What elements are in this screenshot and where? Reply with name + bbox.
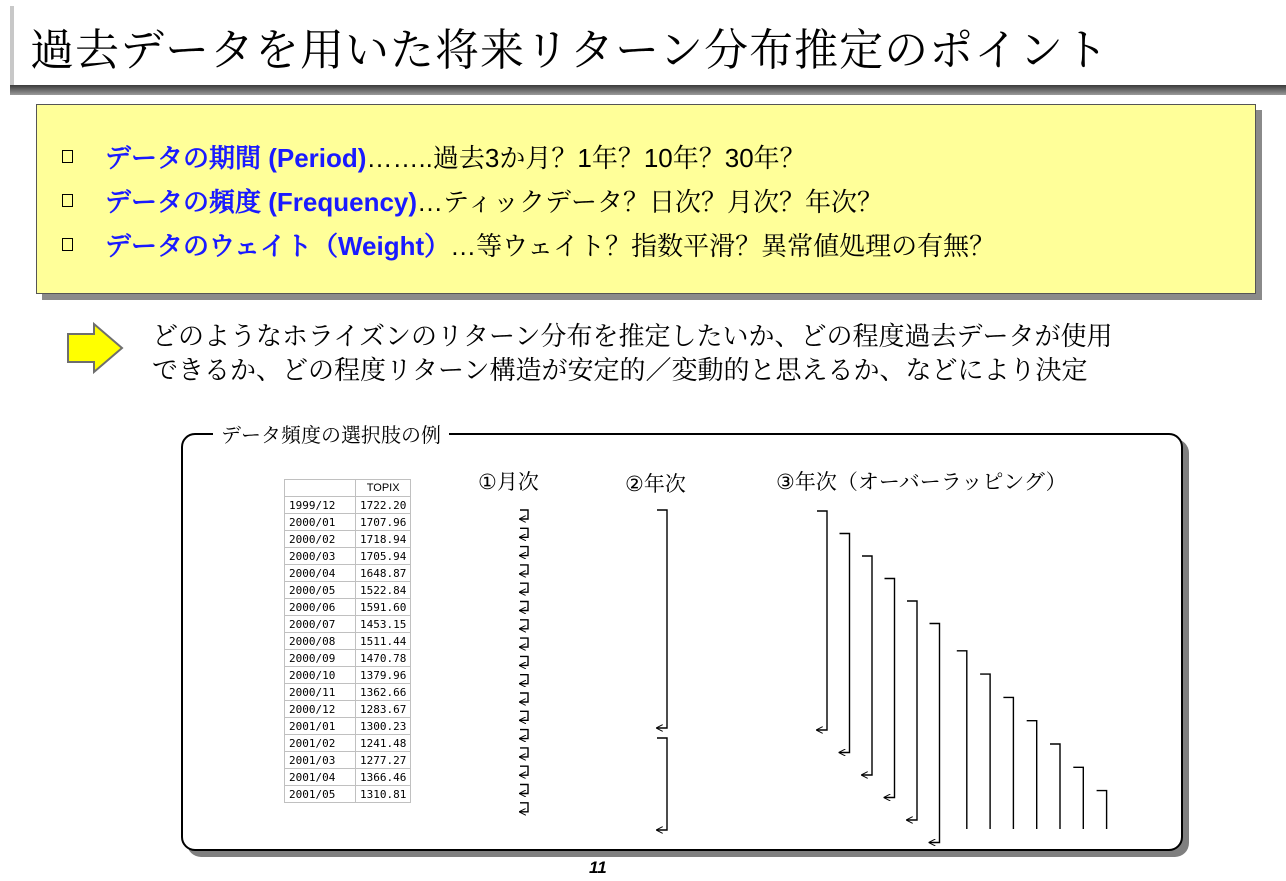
monthly-return-arrow (520, 620, 528, 629)
overlapping-return-arrow (1027, 721, 1037, 829)
date-cell: 2000/03 (285, 548, 356, 565)
monthly-return-arrow (520, 510, 528, 519)
value-cell: 1470.78 (356, 650, 411, 667)
date-cell: 2000/08 (285, 633, 356, 650)
overlapping-return-arrow (862, 556, 872, 775)
overlapping-return-arrow (817, 511, 827, 730)
value-cell: 1648.87 (356, 565, 411, 582)
bullet-value: …等ウェイト？指数平滑？異常値処理の有無？ (450, 230, 996, 261)
bullet-key: データの頻度 (Frequency) (105, 186, 418, 217)
overlapping-return-arrow (840, 534, 850, 753)
monthly-return-arrow (520, 565, 528, 574)
value-cell: 1718.94 (356, 531, 411, 548)
annual-return-arrow (657, 510, 667, 728)
date-cell: 1999/12 (285, 497, 356, 514)
date-cell: 2000/01 (285, 514, 356, 531)
date-cell: 2000/07 (285, 616, 356, 633)
overlapping-return-arrow (1073, 767, 1083, 829)
date-cell: 2001/05 (285, 786, 356, 803)
date-cell: 2001/04 (285, 769, 356, 786)
overlapping-return-arrow (1003, 697, 1013, 829)
date-cell: 2000/04 (285, 565, 356, 582)
overlapping-return-arrow (907, 601, 917, 820)
bullet-value: …ティックデータ？日次？月次？年次？ (417, 186, 883, 217)
value-cell: 1277.27 (356, 752, 411, 769)
example-panel-title: データ頻度の選択肢の例 (213, 419, 449, 448)
date-cell: 2000/02 (285, 531, 356, 548)
monthly-return-arrow (520, 602, 528, 611)
bullet-value: ……..過去3か月？1年？10年？30年？ (366, 142, 806, 173)
overlapping-return-arrow (1097, 791, 1107, 829)
monthly-return-arrow (520, 675, 528, 684)
annual-arrows (657, 510, 667, 830)
monthly-return-arrow (520, 693, 528, 702)
monthly-return-arrow (520, 528, 528, 537)
date-cell: 2000/05 (285, 582, 356, 599)
overlapping-return-arrow (930, 624, 940, 843)
method-label-annual-overlapping: ③年次（オーバーラッピング） (776, 470, 1067, 494)
value-cell: 1511.44 (356, 633, 411, 650)
monthly-return-arrow (520, 766, 528, 775)
date-cell: 2000/06 (285, 599, 356, 616)
value-cell: 1300.23 (356, 718, 411, 735)
date-cell: 2000/12 (285, 701, 356, 718)
value-cell: 1362.66 (356, 684, 411, 701)
value-cell: 1283.67 (356, 701, 411, 718)
value-cell: 1241.48 (356, 735, 411, 752)
conclusion-line-2: できるか、どの程度リターン構造が安定的／変動的と思えるか、などにより決定 (152, 356, 1088, 386)
bullet-key: データのウェイト（Weight） (105, 230, 451, 261)
date-cell: 2001/03 (285, 752, 356, 769)
annual-return-arrow (657, 738, 667, 830)
date-cell: 2001/02 (285, 735, 356, 752)
monthly-return-arrow (520, 785, 528, 794)
overlapping-annual-arrows (817, 511, 1107, 843)
value-cell: 1453.15 (356, 616, 411, 633)
value-cell: 1707.96 (356, 514, 411, 531)
value-cell: 1705.94 (356, 548, 411, 565)
value-cell: 1591.60 (356, 599, 411, 616)
conclusion-line-1: どのようなホライズンのリターン分布を推定したいか、どの程度過去データが使用 (152, 322, 1113, 352)
bullet-key: データの期間 (Period) (105, 142, 367, 173)
monthly-return-arrow (520, 547, 528, 556)
page-number: 11 (589, 858, 607, 877)
monthly-return-arrow (520, 730, 528, 739)
slide-title: 過去データを用いた将来リターン分布推定のポイント (30, 25, 1110, 76)
method-label-monthly: ①月次 (478, 470, 539, 494)
method-label-annual: ②年次 (625, 472, 686, 496)
date-cell: 2000/09 (285, 650, 356, 667)
value-cell: 1379.96 (356, 667, 411, 684)
overlapping-return-arrow (885, 579, 895, 798)
overlapping-return-arrow (957, 651, 967, 829)
monthly-arrows (520, 510, 528, 812)
monthly-return-arrow (520, 748, 528, 757)
monthly-return-arrow (520, 638, 528, 647)
overlapping-return-arrow (1050, 744, 1060, 829)
date-cell: 2000/11 (285, 684, 356, 701)
monthly-return-arrow (520, 711, 528, 720)
overlapping-return-arrow (980, 674, 990, 829)
date-cell: 2001/01 (285, 718, 356, 735)
table-header-cell: TOPIX (356, 480, 411, 497)
monthly-return-arrow (520, 583, 528, 592)
value-cell: 1366.46 (356, 769, 411, 786)
date-cell: 2000/10 (285, 667, 356, 684)
value-cell: 1310.81 (356, 786, 411, 803)
monthly-return-arrow (520, 803, 528, 812)
value-cell: 1722.20 (356, 497, 411, 514)
value-cell: 1522.84 (356, 582, 411, 599)
monthly-return-arrow (520, 656, 528, 665)
